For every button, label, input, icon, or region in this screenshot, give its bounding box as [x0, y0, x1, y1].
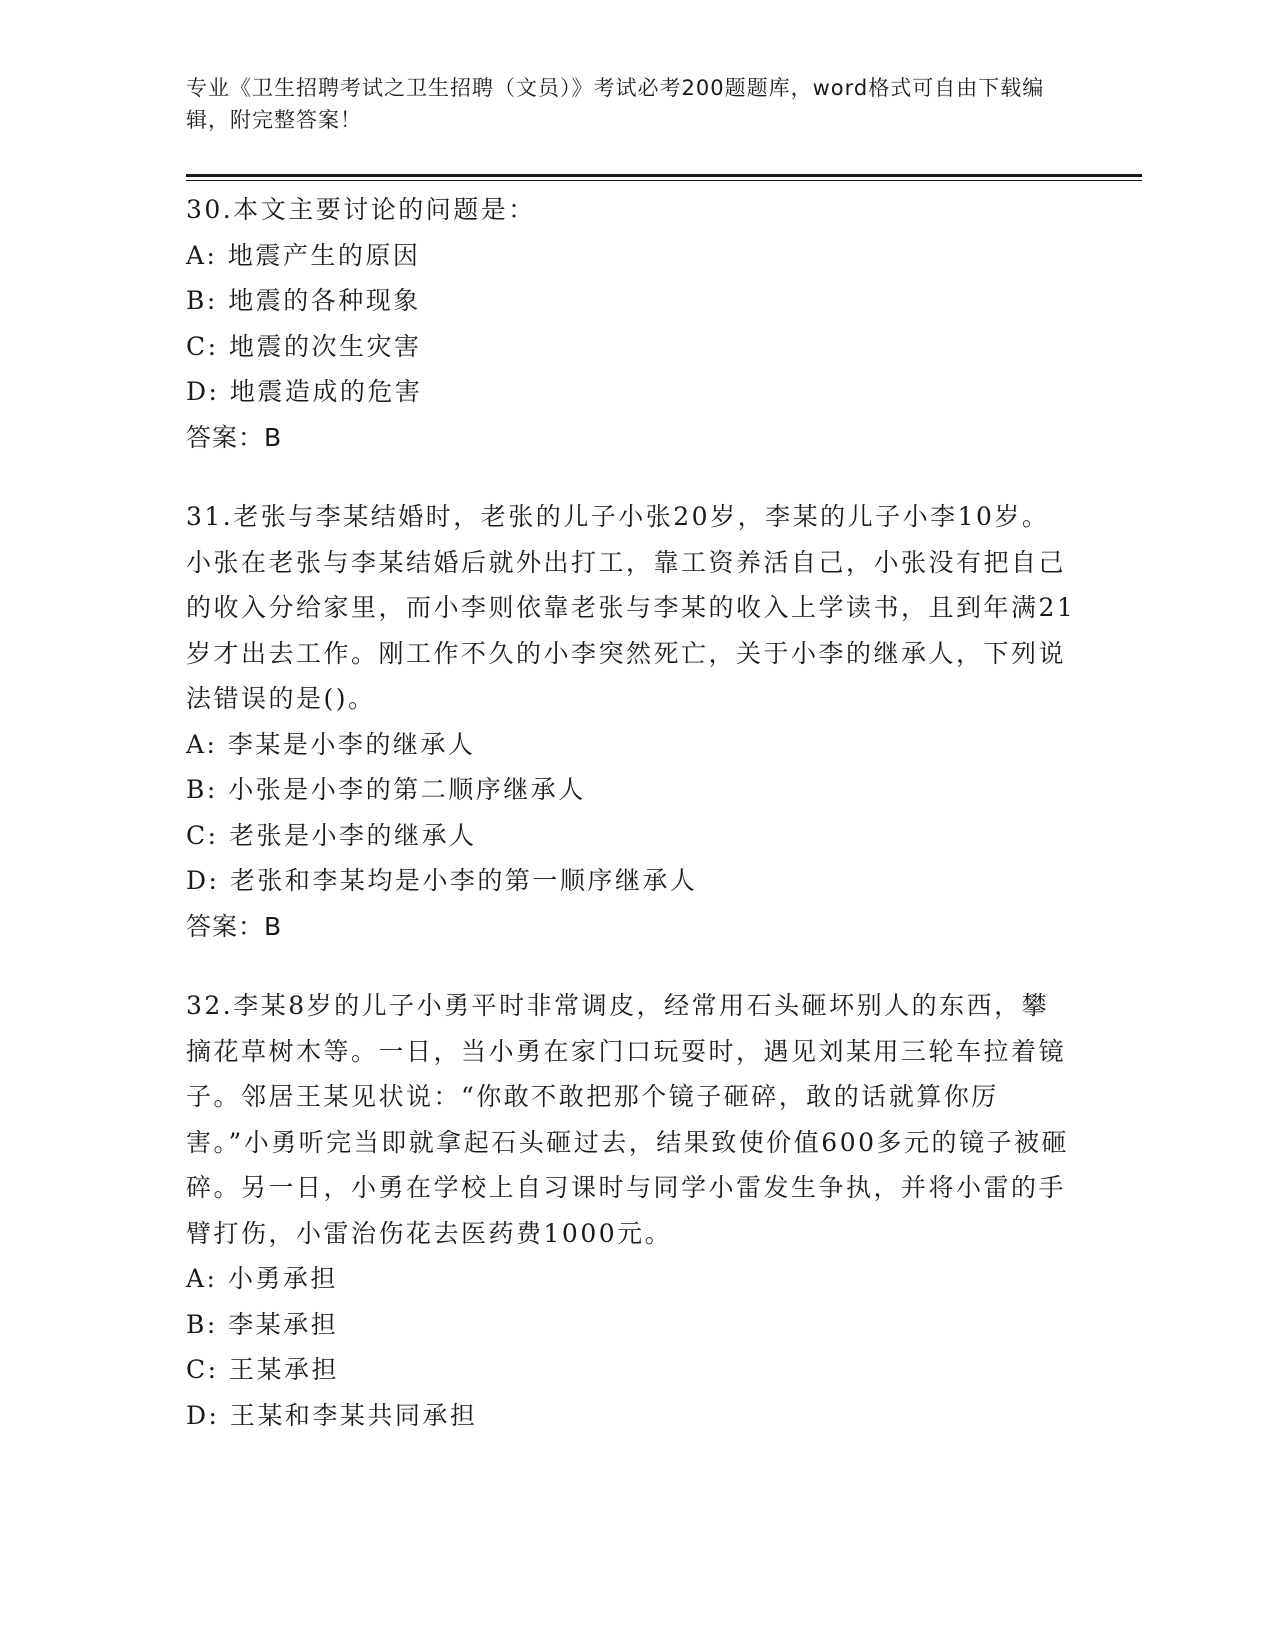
option-a: A: 地震产生的原因	[186, 240, 421, 270]
document-header: 专业《卫生招聘考试之卫生招聘（文员）》考试必考200题题库，word格式可自由下载编辑，附完整答案！	[186, 76, 1045, 132]
answer: 答案：B	[186, 422, 283, 452]
option-c: C: 王某承担	[186, 1355, 339, 1384]
question-text: 30.本文主要讨论的问题是：	[186, 195, 536, 224]
header-divider-thin	[186, 180, 1142, 181]
option-c: C: 地震的次生灾害	[186, 331, 422, 361]
question-spacer	[186, 460, 1076, 494]
option-a: A: 小勇承担	[186, 1264, 338, 1293]
question-32	[186, 983, 1076, 1438]
option-a: A: 李某是小李的继承人	[186, 729, 476, 759]
header-divider-thick	[186, 174, 1142, 177]
question-spacer	[186, 949, 1076, 983]
option-b: B: 李某承担	[186, 1309, 339, 1339]
option-d: D: 老张和李某均是小李的第一顺序继承人	[186, 866, 698, 895]
question-text: 32.李某8岁的儿子小勇平时非常调皮，经常用石头砸坏别人的东西，攀摘花草树木等。一日，当小勇在家门口玩耍时，遇见刘某用三轮车拉着镜子。邻居王某见状说：“你敢不敢把那个镜子砸碎，敢的话就算你厉害。”小勇听完当即就拿起石头砸过去，结果致使价值600多元的镜子被砸碎。另一日，小勇在学校上自习课时与同学小雷发生争执，并将小雷的手臂打伤，小雷治伤花去医药费1000元。	[186, 991, 1070, 1248]
question-text: 31.老张与李某结婚时，老张的儿子小张20岁，李某的儿子小李10岁。小张在老张与李某结婚后就外出打工，靠工资养活自己，小张没有把自己的收入分给家里，而小李则依靠老张与李某的收入上学读书，且到年满21岁才出去工作。刚工作不久的小李突然死亡，关于小李的继承人，下列说法错误的是()。	[186, 502, 1076, 713]
question-30	[186, 187, 1076, 460]
option-b: B: 地震的各种现象	[186, 286, 421, 315]
question-list	[186, 187, 1076, 1438]
option-d: D: 地震造成的危害	[186, 377, 423, 406]
option-c: C: 老张是小李的继承人	[186, 820, 477, 850]
answer: 答案：B	[186, 911, 283, 941]
question-31	[186, 494, 1076, 949]
option-d: D: 王某和李某共同承担	[186, 1400, 478, 1430]
option-b: B: 小张是小李的第二顺序继承人	[186, 775, 586, 804]
